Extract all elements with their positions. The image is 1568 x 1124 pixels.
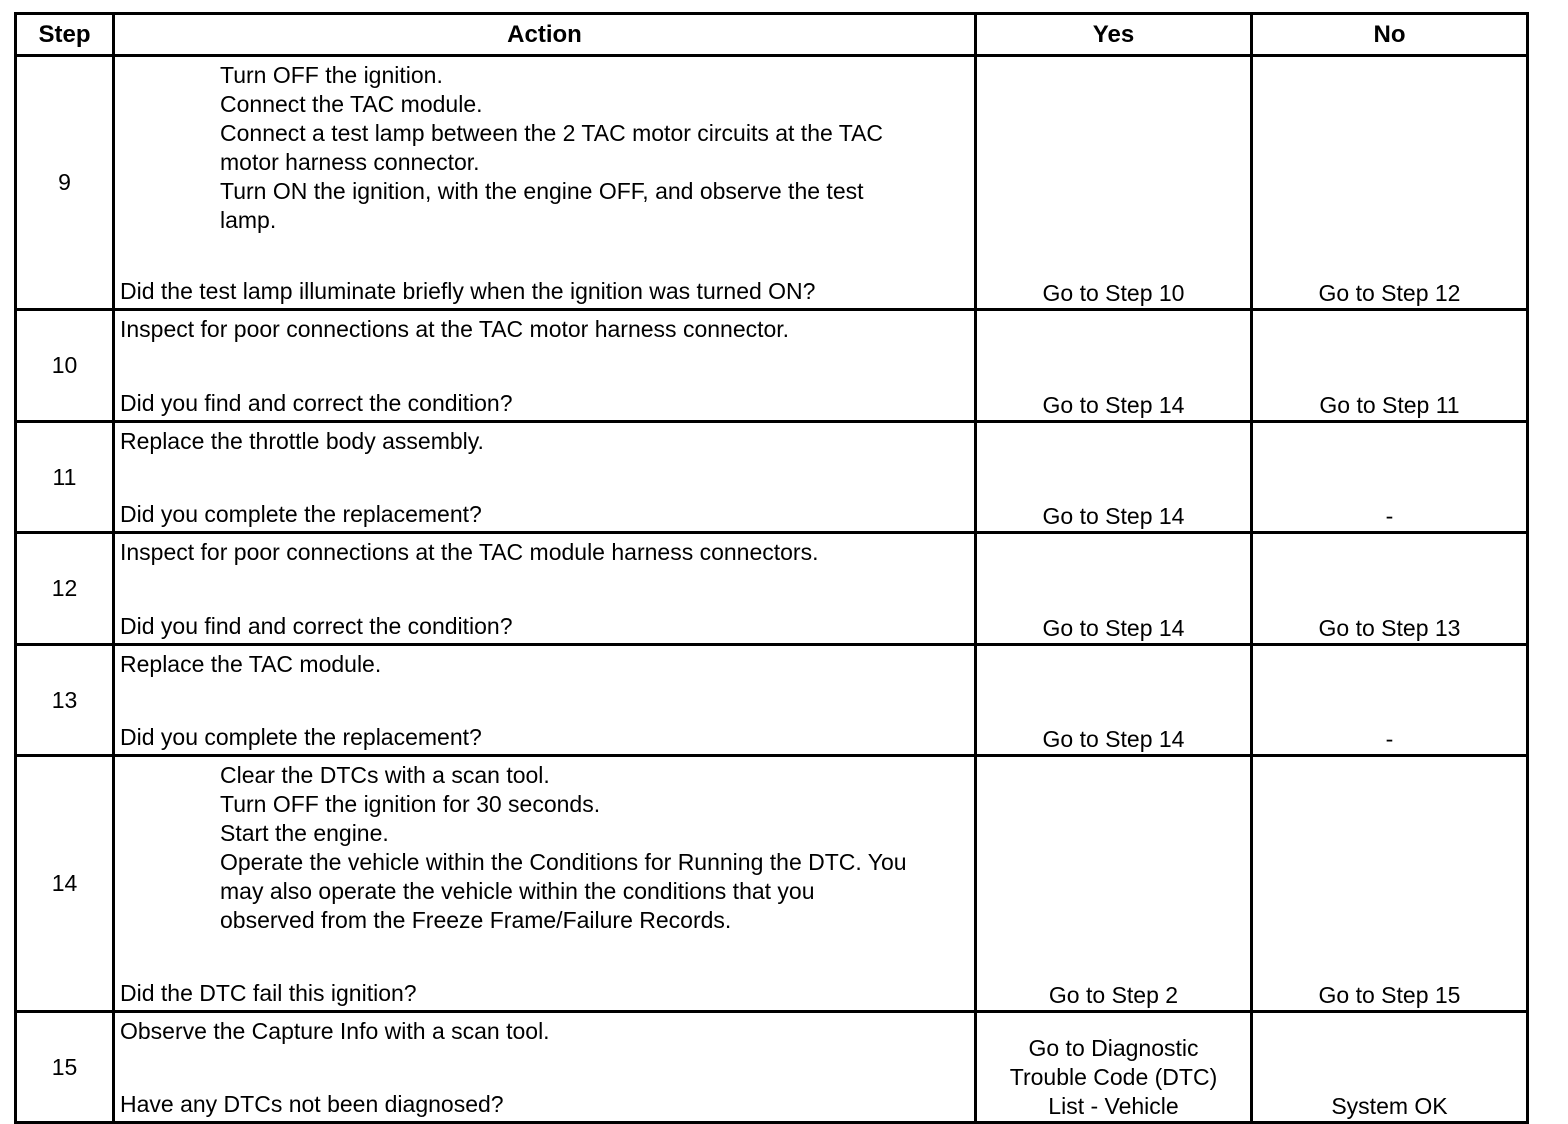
header-step: Step [16, 14, 114, 56]
action-cell [114, 756, 976, 1012]
header-no: No [1252, 14, 1528, 56]
header-yes: Yes [976, 14, 1252, 56]
action-cell [114, 310, 976, 422]
yes-result [976, 56, 1252, 310]
yes-result-line: Go to Step 2 [1048, 982, 1179, 1008]
action-instructions [120, 650, 970, 679]
table-row [16, 56, 1528, 310]
instruction-line: Observe the Capture Info with a scan tool. [120, 1018, 550, 1044]
no-result: - [1252, 645, 1528, 756]
yes-result-line: Trouble Code (DTC) [1009, 1064, 1218, 1090]
action-instructions [120, 61, 970, 235]
yes-result [976, 756, 1252, 1012]
no-result: Go to Step 12 [1252, 56, 1528, 310]
instruction-line: Connect the TAC module. [220, 91, 483, 117]
table-row [16, 756, 1528, 1012]
action-instructions [120, 315, 970, 344]
header-row [16, 14, 1528, 56]
step-number: 10 [16, 310, 114, 422]
instruction-line: may also operate the vehicle within the conditions that you [220, 878, 815, 904]
action-question: Did the DTC fail this ignition? [120, 980, 417, 1006]
table-row [16, 533, 1528, 645]
instruction-line: motor harness connector. [220, 149, 480, 175]
yes-result [976, 1012, 1252, 1123]
instruction-line: Clear the DTCs with a scan tool. [220, 762, 550, 788]
step-number: 14 [16, 756, 114, 1012]
diagnostic-table [14, 12, 1529, 1124]
step-number: 13 [16, 645, 114, 756]
yes-result-line: Go to Step 14 [1042, 726, 1185, 752]
yes-result-line: Go to Step 14 [1042, 392, 1185, 418]
step-number: 12 [16, 533, 114, 645]
no-result: - [1252, 422, 1528, 533]
yes-result-line: Go to Step 14 [1042, 503, 1185, 529]
yes-result-line: Go to Step 10 [1042, 280, 1185, 306]
yes-result-line: List - Vehicle [1048, 1093, 1179, 1119]
table-row [16, 645, 1528, 756]
instruction-line: observed from the Freeze Frame/Failure Records. [220, 907, 732, 933]
no-result: Go to Step 11 [1252, 310, 1528, 422]
step-number: 15 [16, 1012, 114, 1123]
instruction-line: lamp. [220, 207, 277, 233]
table-row [16, 422, 1528, 533]
instruction-line: Operate the vehicle within the Conditions for Running the DTC. You [220, 849, 907, 875]
instruction-line: Inspect for poor connections at the TAC module harness connectors. [120, 539, 819, 565]
action-question: Did you find and correct the condition? [120, 390, 513, 416]
yes-result [976, 533, 1252, 645]
instruction-line: Connect a test lamp between the 2 TAC motor circuits at the TAC [220, 120, 884, 146]
action-question: Did you complete the replacement? [120, 501, 482, 527]
instruction-line: Start the engine. [220, 820, 389, 846]
action-cell [114, 422, 976, 533]
no-result: Go to Step 15 [1252, 756, 1528, 1012]
action-question: Did the test lamp illuminate briefly when the ignition was turned ON? [120, 278, 816, 304]
instruction-line: Turn ON the ignition, with the engine OFF, and observe the test [220, 178, 864, 204]
action-instructions [120, 538, 970, 567]
yes-result [976, 422, 1252, 533]
yes-result-line: Go to Step 14 [1042, 615, 1185, 641]
instruction-line: Turn OFF the ignition for 30 seconds. [220, 791, 601, 817]
action-cell [114, 645, 976, 756]
action-instructions [120, 1017, 970, 1046]
action-cell [114, 533, 976, 645]
action-question: Did you complete the replacement? [120, 724, 482, 750]
step-number: 9 [16, 56, 114, 310]
action-question: Have any DTCs not been diagnosed? [120, 1091, 504, 1117]
step-number: 11 [16, 422, 114, 533]
yes-result [976, 310, 1252, 422]
no-result: System OK [1252, 1012, 1528, 1123]
action-cell [114, 56, 976, 310]
instruction-line: Replace the throttle body assembly. [120, 428, 484, 454]
action-instructions [120, 427, 970, 456]
yes-result-line: Go to Diagnostic [1028, 1035, 1199, 1061]
action-instructions [120, 761, 970, 935]
yes-result [976, 645, 1252, 756]
action-cell [114, 1012, 976, 1123]
no-result: Go to Step 13 [1252, 533, 1528, 645]
instruction-line: Replace the TAC module. [120, 651, 382, 677]
table-row [16, 1012, 1528, 1123]
header-action: Action [114, 14, 976, 56]
table-row [16, 310, 1528, 422]
action-question: Did you find and correct the condition? [120, 613, 513, 639]
instruction-line: Turn OFF the ignition. [220, 62, 443, 88]
instruction-line: Inspect for poor connections at the TAC motor harness connector. [120, 316, 790, 342]
